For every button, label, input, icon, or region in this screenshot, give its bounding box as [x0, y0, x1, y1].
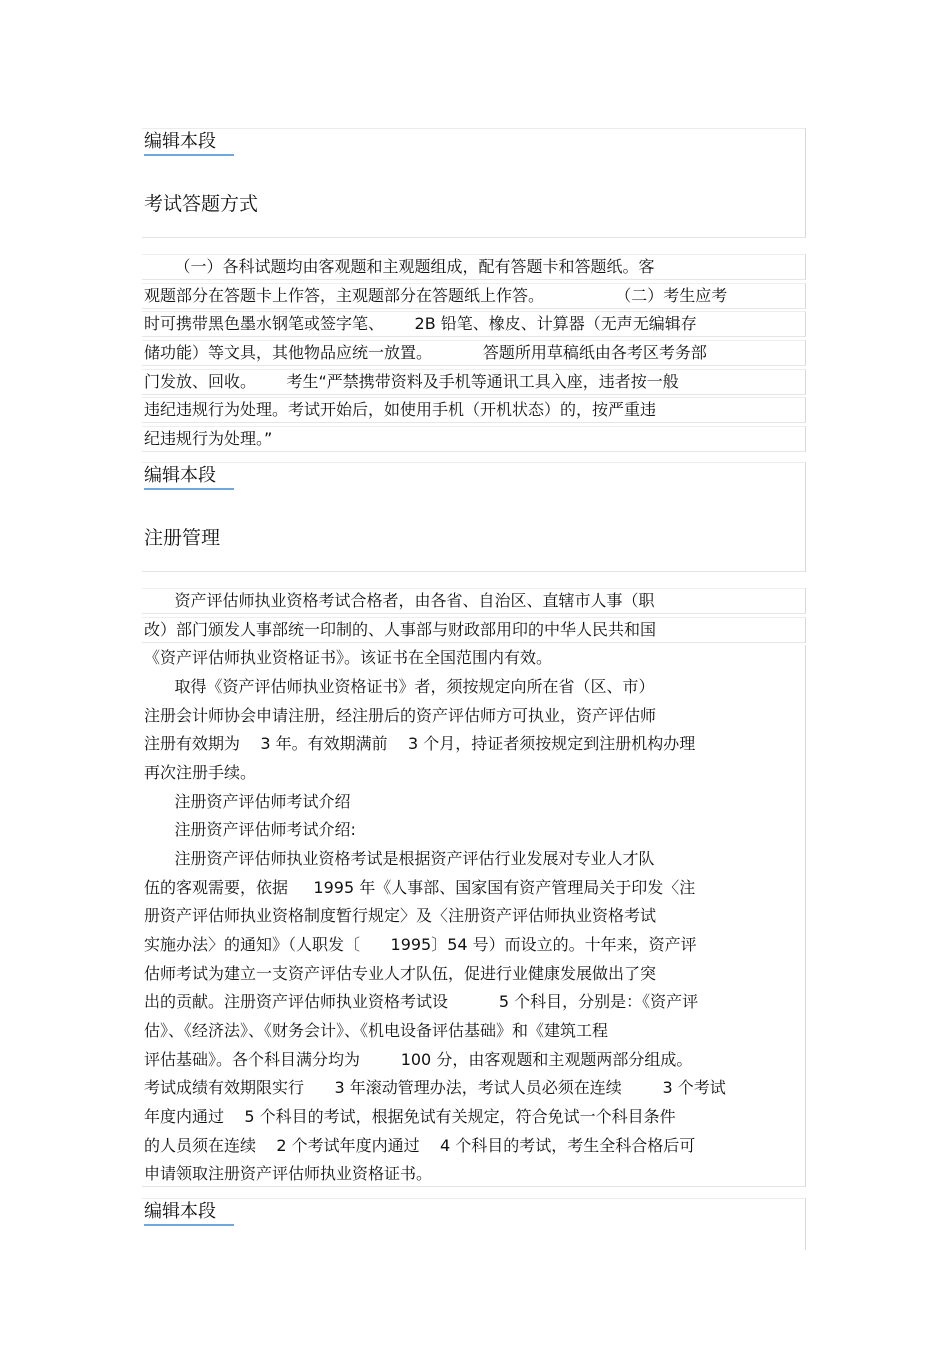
- body-line: 注册有效期为 3 年。有效期满前 3 个月，持证者须按规定到注册机构办理: [144, 734, 696, 753]
- body-line: 改）部门颁发人事部统一印制的、人事部与财政部用印的中华人民共和国: [144, 620, 657, 639]
- body-line: 册资产评估师执业资格制度暂行规定〉及〈注册资产评估师执业资格考试: [144, 906, 657, 925]
- body-line: 注册资产评估师执业资格考试是根据资产评估行业发展对专业人才队: [144, 849, 655, 868]
- body-line: 时可携带黑色墨水钢笔或签字笔、 2B 铅笔、橡皮、计算器（无声无编辑存: [144, 314, 697, 333]
- body-line: 储功能）等文具，其他物品应统一放置。 答题所用草稿纸由各考区考务部: [144, 343, 707, 362]
- body-line: 观题部分在答题卡上作答，主观题部分在答题纸上作答。 （二）考生应考: [144, 286, 728, 305]
- body-line: 门发放、回收。 考生“严禁携带资料及手机等通讯工具入座，违者按一般: [144, 372, 679, 391]
- body-line: 实施办法〉的通知》（人职发〔 1995〕54 号）而设立的。十年来，资产评: [144, 935, 697, 954]
- body-line: 申请领取注册资产评估师执业资格证书。: [144, 1164, 433, 1183]
- body-line: 再次注册手续。: [144, 763, 257, 782]
- body-line: 纪违规行为处理。”: [144, 429, 273, 448]
- body-line: （一）各科试题均由客观题和主观题组成，配有答题卡和答题纸。客: [144, 257, 655, 276]
- body-line: 取得《资产评估师执业资格证书》者，须按规定向所在省（区、市）: [144, 677, 655, 696]
- body-line: 出的贡献。注册资产评估师执业资格考试设 5 个科目，分别是：《资产评: [144, 992, 699, 1011]
- body-line: 《资产评估师执业资格证书》。该证书在全国范围内有效。: [144, 648, 553, 667]
- edit-section-link[interactable]: 编辑本段: [144, 464, 234, 490]
- body-line: 年度内通过 5 个科目的考试，根据免试有关规定，符合免试一个科目条件: [144, 1107, 676, 1126]
- body-line: 资产评估师执业资格考试合格者，由各省、自治区、直辖市人事（职: [144, 591, 655, 610]
- body-line: 的人员须在连续 2 个考试年度内通过 4 个科目的考试，考生全科合格后可: [144, 1136, 696, 1155]
- section-title: 注册管理: [144, 527, 221, 549]
- body-line: 估师考试为建立一支资产评估专业人才队伍，促进行业健康发展做出了突: [144, 964, 657, 983]
- body-line: 违纪违规行为处理。考试开始后，如使用手机（开机状态）的，按严重违: [144, 400, 657, 419]
- body-line: 注册会计师协会申请注册，经注册后的资产评估师方可执业，资产评估师: [144, 706, 657, 725]
- body-line: 伍的客观需要，依据 1995 年《人事部、国家国有资产管理局关于印发〈注: [144, 878, 696, 897]
- edit-section-link[interactable]: 编辑本段: [144, 1200, 234, 1226]
- section-title: 考试答题方式: [144, 193, 259, 215]
- body-line: 注册资产评估师考试介绍:: [144, 820, 356, 839]
- body-line: 估》、《经济法》、《财务会计》、《机电设备评估基础》和《建筑工程: [144, 1021, 609, 1040]
- section-header-box: [142, 128, 806, 238]
- section-header-box: [142, 1198, 806, 1250]
- section-header-box: [142, 462, 806, 572]
- edit-section-link[interactable]: 编辑本段: [144, 130, 234, 156]
- body-line: 注册资产评估师考试介绍: [144, 792, 351, 811]
- body-line: 考试成绩有效期限实行 3 年滚动管理办法，考试人员必须在连续 3 个考试: [144, 1078, 726, 1097]
- body-line: 评估基础》。各个科目满分均为 100 分，由客观题和主观题两部分组成。: [144, 1050, 693, 1069]
